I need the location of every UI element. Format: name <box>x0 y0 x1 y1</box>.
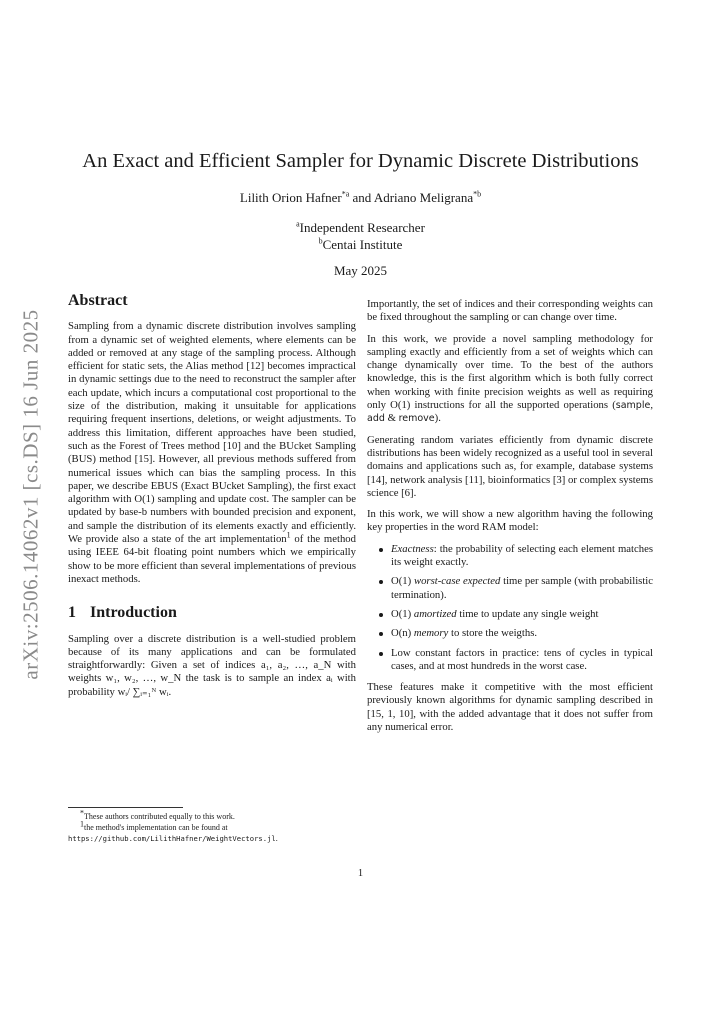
bullet-icon <box>379 652 383 656</box>
footnote <box>68 819 356 844</box>
section-number: 1 <box>68 604 76 622</box>
property-text: time to update any single weight <box>456 607 599 620</box>
affiliation <box>0 237 721 253</box>
affiliation-mark: b <box>318 236 323 246</box>
property-text: to store the weigths. <box>448 627 538 640</box>
abstract-body-end: of the method using IEEE 64-bit floating point numbers which we empirically show to be more efficient than several implementations of previous inexact methods. <box>68 533 356 585</box>
author-mark: *a <box>341 189 350 199</box>
separator: & <box>384 412 399 425</box>
author-conjunction: and <box>349 190 374 205</box>
bullet-icon <box>379 613 383 617</box>
paragraph: Generating random variates efficiently from dynamic discrete distributions has been widely recognized as a useful tool in several domains and applications such as, for example, database systems [14], network analysis [11], bioinformatics [3] or complex systems science [6]. <box>367 433 653 499</box>
property-complexity: O(1) <box>391 607 414 620</box>
affiliation-name: Independent Researcher <box>299 220 425 235</box>
intro-paragraph: Sampling over a discrete distribution is a well-studied problem because of its many applications and can be formulated straightforwardly: Given a set of indices a₁, a₂, …, a_N with weights w₁, w₂, …, w_N the task is to sample an index aᵢ with probability wᵢ/ ∑ᵢ₌₁ᴺ wᵢ. <box>68 632 356 698</box>
operation-name: add <box>367 413 385 425</box>
affiliation-name: Centai Institute <box>322 237 403 252</box>
footnote-mark: * <box>80 808 84 818</box>
author-list <box>0 190 721 206</box>
right-column <box>367 298 653 742</box>
property-lead: amortized <box>413 607 457 620</box>
paragraph <box>367 333 653 426</box>
abstract-text <box>68 320 356 586</box>
paragraph: In this work, we will show a new algorithm having the following key properties in the word RAM model: <box>367 508 653 534</box>
publication-date: May 2025 <box>333 263 388 278</box>
footnote-end: . <box>275 834 278 843</box>
author-name: Adriano Meligrana <box>373 190 474 205</box>
paragraph: These features make it competitive with the most efficient previously known algorithms for dynamic sampling described in [15, 1, 10], with the added advantage that it does not suffer from any numerical error. <box>367 681 653 734</box>
list-item <box>367 543 653 570</box>
arxiv-identifier: arXiv:2506.14062v1 [cs.DS] 16 Jun 2025 <box>18 308 43 680</box>
left-column <box>68 294 356 707</box>
property-lead: memory <box>413 627 449 640</box>
footnote-divider <box>68 807 183 808</box>
list-item <box>367 575 653 602</box>
arxiv-stamp <box>18 298 44 690</box>
property-text: Low constant factors in practice: tens of cycles in typical cases, and at most hundreds in the worst case. <box>391 646 653 672</box>
property-lead: worst-case expected <box>413 575 501 588</box>
footnote-text: These authors contributed equally to this work. <box>84 812 235 821</box>
operation-name: sample <box>615 400 651 412</box>
abstract-heading: Abstract <box>68 292 128 309</box>
property-text: : the probability of selecting each element matches its weight exactly. <box>391 542 653 569</box>
abstract-body: Sampling from a dynamic discrete distribution involves sampling from a dynamic set of weighted elements, where elements can be added or removed at any stage of the sampling process. Although efficient for static sets, the Alias method [12] becomes impractical in dynamic settings due to the need to reconstruct the sampler after each update, which incurs a computational cost proportional to the size of the distribution, making it unsuitable for applications requiring frequent insertions, deletions, or weight adjustments. To address this limitation, different approaches have been studied, such as the Forest of Trees method [10] and the BUcket Sampling (BUS) method [15]. However, all previous methods suffered from numerical issues which can bias the sampling process. In this paper, we describe EBUS (Exact BUcket Sampling), the first exact algorithm with O(1) sampling and update cost. The sampler can be updated by base-b numbers with bounded precision and exponent, and sample the distribution of its elements exactly and efficiently. We provide also a state of the art implementation <box>68 320 356 546</box>
bullet-icon <box>379 580 383 584</box>
author-name: Lilith Orion Hafner <box>239 190 342 205</box>
footnote <box>68 808 356 822</box>
list-item <box>367 647 653 674</box>
affiliation <box>0 220 721 236</box>
footnote-ref[interactable]: 1 <box>286 530 291 540</box>
property-complexity: O(1) <box>391 575 414 588</box>
property-text: time per sample (with probabilistic termination). <box>391 575 654 601</box>
paper-title: An Exact and Efficient Sampler for Dynamic Discrete Distributions <box>82 150 639 172</box>
section-heading <box>68 604 356 622</box>
section-title: Introduction <box>90 604 177 622</box>
footnote-text: the method's implementation can be found at <box>84 823 228 832</box>
property-lead: Exactness <box>391 542 434 555</box>
footnote-link[interactable]: https://github.com/LilithHafner/WeightVectors.jl <box>68 834 276 843</box>
footnotes <box>68 808 356 844</box>
footnote-mark: 1 <box>80 819 84 829</box>
property-list <box>367 543 653 673</box>
separator: , <box>650 399 653 412</box>
author-mark: *b <box>473 189 482 199</box>
affiliation-mark: a <box>296 219 300 229</box>
paragraph-text: ). <box>434 412 441 425</box>
bullet-icon <box>379 548 383 552</box>
property-complexity: O(n) <box>391 627 414 640</box>
bullet-icon <box>379 632 383 636</box>
list-item <box>367 627 653 640</box>
paragraph: Importantly, the set of indices and their corresponding weights can be fixed throughout the sampling or can change over time. <box>367 298 653 324</box>
paragraph-text: In this work, we provide a novel sampling methodology for sampling exactly and efficiently from a set of weights which can change dynamically over time. To the best of the authors knowledge, this is the first algorithm which is both fully correct when working with finite precision weights as well as requiring only O(1) instructions for all the supported operations ( <box>367 332 653 412</box>
page-number: 1 <box>357 868 364 879</box>
list-item <box>367 608 653 621</box>
operation-name: remove <box>398 413 435 425</box>
